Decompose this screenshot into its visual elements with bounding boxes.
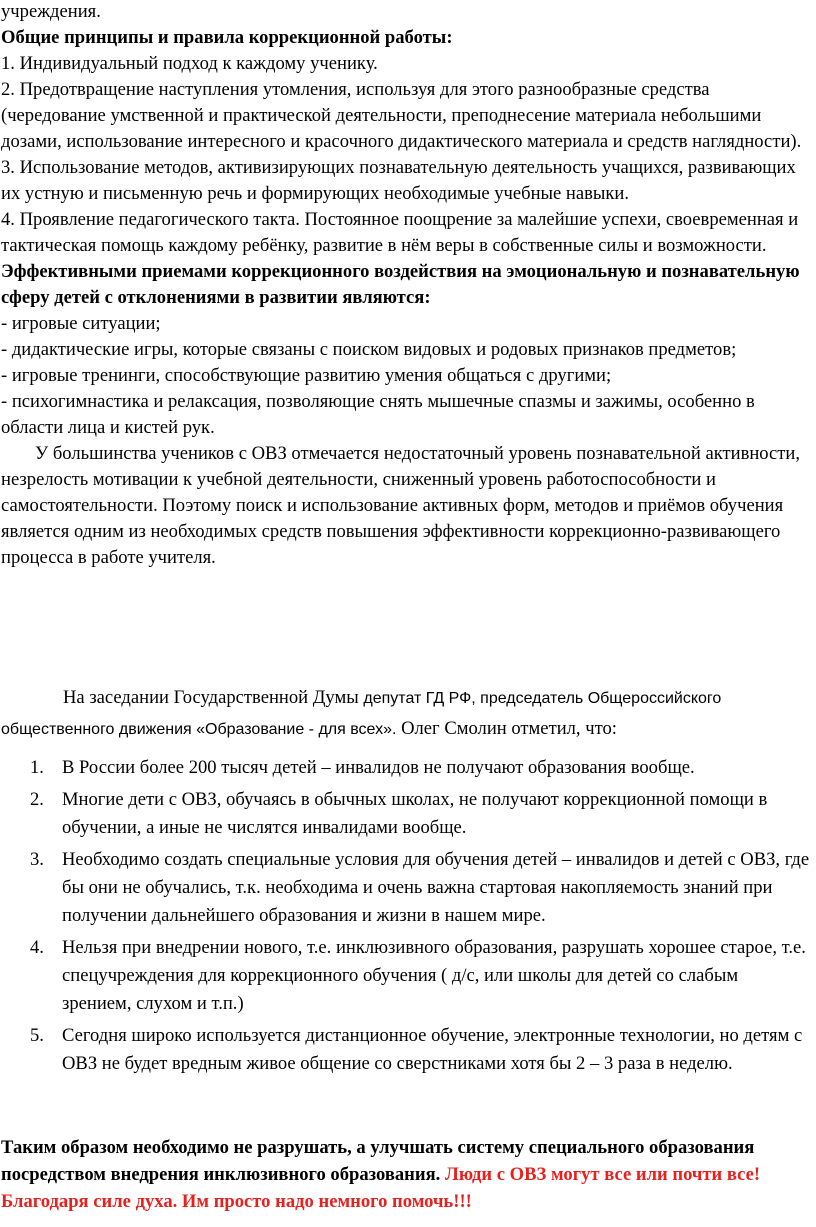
ovz-paragraph: У большинства учеников с ОВЗ отмечается недостаточный уровень познавательной активности, незрелость мотивации к учебной деятельности, сниженный уровень работоспособности и самостоятельности. Поэтому поиск и использование активных форм, методов и приёмов обучения является одним из необходимых средств повышения эффективности коррекционно-развивающего процесса в работе учителя. <box>1 443 801 568</box>
list-item <box>0 846 816 930</box>
list-item <box>0 934 816 1018</box>
duma-deputy-title: депутат ГД РФ, председатель Общероссийского общественного движения «Образование - для всех». <box>1 690 722 738</box>
list-item <box>0 754 816 782</box>
list-text: В России более 200 тысяч детей – инвалидов не получают образования вообще. <box>62 757 695 778</box>
list-text: Многие дети с ОВЗ, обучаясь в обычных школах, не получают коррекционной помощи в обучении, а иные не числятся инвалидами вообще. <box>62 789 768 838</box>
list-item <box>0 1022 816 1078</box>
conclusion-text: Таким образом необходимо не разрушать, а улучшать систему специального образования посредством внедрения инклюзивного образования. <box>1 1137 755 1185</box>
duma-paragraph <box>1 683 813 745</box>
list-item <box>0 786 816 842</box>
principles-section <box>1 0 813 571</box>
technique-item-4: - психогимнастика и релаксация, позволяющие снять мышечные спазмы и зажимы, особенно в области лица и кистей рук. <box>1 391 755 438</box>
technique-item-2: - дидактические игры, которые связаны с поиском видовых и родовых признаков предметов; <box>1 339 737 360</box>
duma-outro: Олег Смолин отметил, что: <box>396 718 617 739</box>
list-text: Необходимо создать специальные условия для обучения детей – инвалидов и детей с ОВЗ, где бы они не обучались, т.к. необходима и очень важна стартовая накопляемость знаний при получении дальнейшего образования и жизни в нашем мире. <box>62 849 810 926</box>
list-text: Сегодня широко используется дистанционное обучение, электронные технологии, но детям с ОВЗ не будет вредным живое общение со сверстниками хотя бы 2 – 3 раза в неделю. <box>62 1025 803 1074</box>
smolin-points-list <box>0 754 816 1082</box>
list-number: 5. <box>30 1025 44 1046</box>
duma-intro: На заседании Государственной Думы <box>63 687 364 708</box>
principles-heading: Общие принципы и правила коррекционной работы: <box>1 27 453 48</box>
conclusion-paragraph <box>1 1134 813 1215</box>
conclusion-highlight: Люди с ОВЗ могут все или почти все! Благодаря силе духа. Им просто надо немного помочь!!! <box>1 1164 761 1212</box>
list-number: 3. <box>30 849 44 870</box>
principle-item-4: 4. Проявление педагогического такта. Постоянное поощрение за малейшие успехи, своевременная и тактическая помощь каждому ребёнку, развитие в нём веры в собственные силы и возможности. <box>1 209 799 256</box>
list-number: 4. <box>30 937 44 958</box>
list-number: 1. <box>30 757 44 778</box>
principle-item-2: 2. Предотвращение наступления утомления, используя для этого разнообразные средства (чередование умственной и практической деятельности, преподнесение материала небольшими дозами, использование интересного и красочного дидактического материала и средств наглядности). <box>1 79 802 152</box>
technique-item-3: - игровые тренинги, способствующие развитию умения общаться с другими; <box>1 365 612 386</box>
principle-item-3: 3. Использование методов, активизирующих познавательную деятельность учащихся, развивающих их устную и письменную речь и формирующих необходимые учебные навыки. <box>1 157 796 204</box>
principle-item-1: 1. Индивидуальный подход к каждому ученику. <box>1 53 378 74</box>
list-number: 2. <box>30 789 44 810</box>
continuation-text: учреждения. <box>1 1 101 22</box>
list-text: Нельзя при внедрении нового, т.е. инклюзивного образования, разрушать хорошее старое, т.е. спецучреждения для коррекционного обучения ( д/с, или школы для детей со слабым зрением, слухом и т.п.) <box>62 937 806 1014</box>
technique-item-1: - игровые ситуации; <box>1 313 161 334</box>
techniques-heading: Эффективными приемами коррекционного воздействия на эмоциональную и познавательную сферу детей с отклонениями в развитии являются: <box>1 261 800 308</box>
